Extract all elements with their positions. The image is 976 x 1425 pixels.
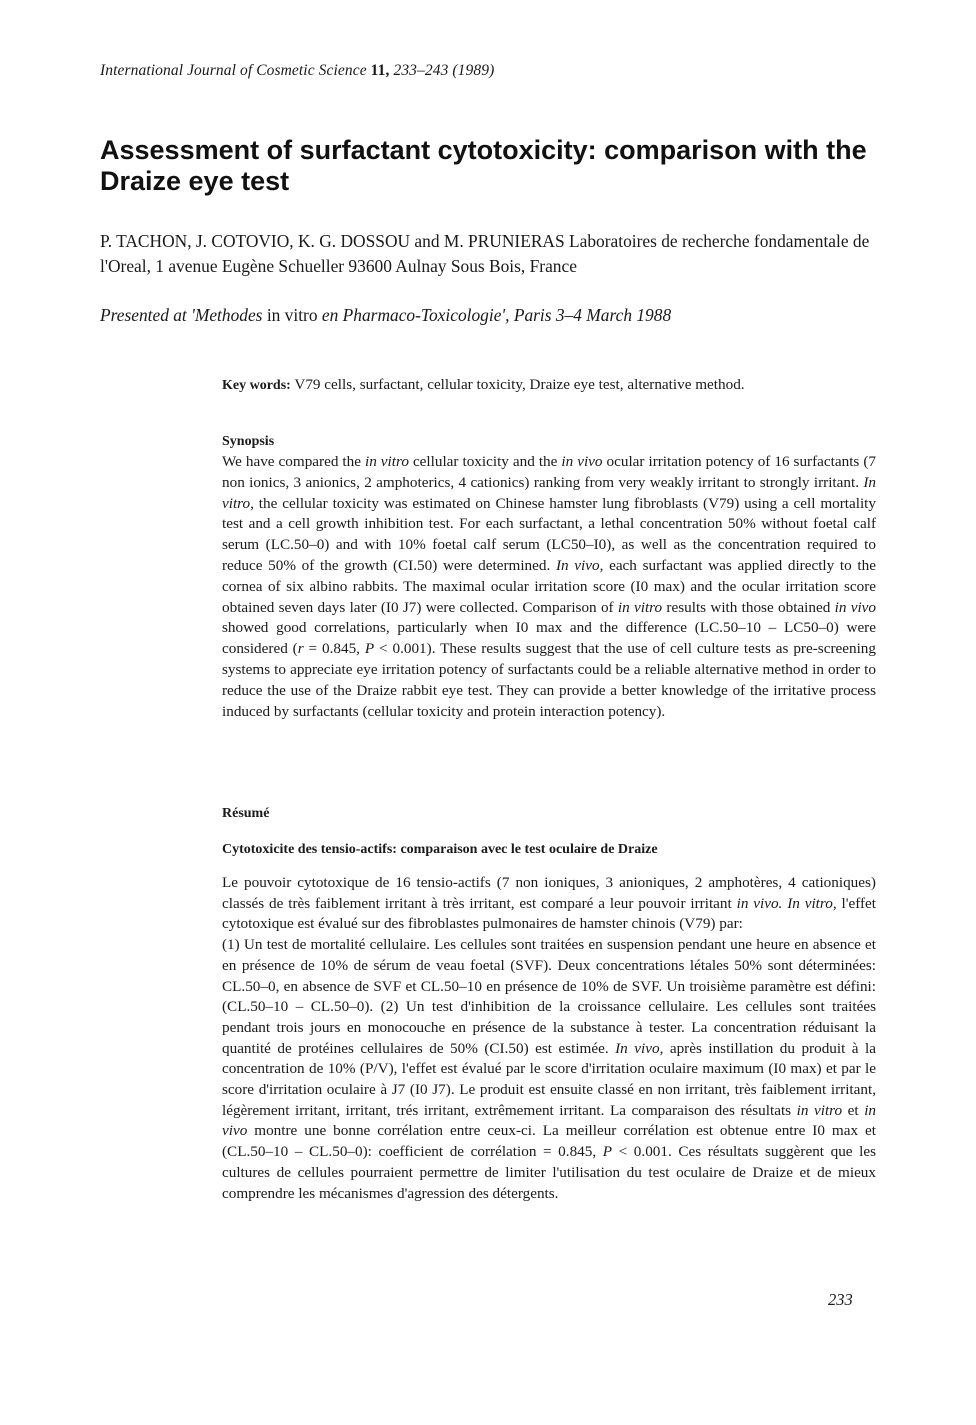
journal-name: International Journal of Cosmetic Science bbox=[100, 62, 367, 79]
presented-post: en Pharmaco-Toxicologie', Paris 3–4 March 1988 bbox=[321, 305, 672, 325]
italic-run: P bbox=[364, 640, 375, 658]
italic-run: r bbox=[297, 640, 304, 658]
synopsis-body bbox=[222, 452, 876, 722]
text-run: ocular irritation potency of 16 surfactants (7 non ionics, 3 anionics, 2 amphoterics, 4 cationics) ranking from very weakly irritant to strongly irritant. bbox=[222, 453, 876, 491]
text-run: (1) Un test de mortalité cellulaire. Les cellules sont traitées en suspension pendant une heure en absence et en présence de 10% de sérum de veau foetal (SVF). Deux concentrations létales 50% sont déterminées: CL.50–0, en absence de SVF et CL.50–10 en présence de 10% de SVF. Un troisième paramètre est défini: (CL.50–10 – CL.50–0). (2) Un test d'inhibition de la croissance cellulaire. Les cellules sont traitées pendant trois jours en monocouche en présence de la substance à tester. La concentration réduisant la quantité de protéines cellulaires de 50% (CI.50) est estimée. bbox=[222, 936, 876, 1057]
italic-run: in vivo bbox=[561, 453, 603, 470]
keywords bbox=[222, 376, 882, 394]
keywords-label: Key words: bbox=[222, 378, 291, 393]
italic-run: in vivo bbox=[222, 1101, 877, 1140]
italic-run: in vivo. In vitro bbox=[736, 894, 833, 912]
italic-run: In vivo bbox=[555, 556, 600, 574]
resume-heading: Résumé bbox=[222, 806, 270, 821]
keywords-text: V79 cells, surfactant, cellular toxicity, Draize eye test, alternative method. bbox=[294, 376, 745, 393]
presented-pre: Presented at 'Methodes bbox=[100, 305, 263, 325]
text-run: < 0.001). These results suggest that the use of cell culture tests as pre-screening systems to appreciate eye irritation potency of surfactants could be a reliable alternative method in order to reduce the use of the Draize rabbit eye test. They can provide a better knowledge of the irritative process induced by surfactants (cellular toxicity and protein interaction potency). bbox=[222, 640, 876, 720]
text-run: , après instillation du produit à la concentration de 10% (P/V), l'effet est évalué par le score d'irritation oculaire maximum (I0 max) et par le score d'irritation oculaire à J7 (I0 J7). Le produit est ensuite classé en non irritant, très faiblement irritant, légèrement irritant, irritant, trés irritant, extrêmement irritant. La comparaison des résultats bbox=[222, 1039, 876, 1119]
resume-body bbox=[222, 873, 876, 1204]
presented-at bbox=[100, 305, 900, 326]
text-run: cellular toxicity and the bbox=[408, 453, 562, 470]
italic-run: In vitro bbox=[222, 473, 876, 512]
page-number: 233 bbox=[828, 1290, 853, 1309]
journal-pages: 233–243 (1989) bbox=[393, 62, 495, 79]
authors-affiliation: P. TACHON, J. COTOVIO, K. G. DOSSOU and M. PRUNIERAS Laboratoires de recherche fondamentale de l'Oreal, 1 avenue Eugène Schueller 93600 Aulnay Sous Bois, France bbox=[100, 231, 870, 276]
italic-run: in vitro bbox=[364, 453, 409, 470]
text-run: We have compared the bbox=[222, 453, 365, 470]
text-run: montre une bonne corrélation entre ceux-ci. La meilleur corrélation est obtenue entre I0 max et (CL.50–10 – CL.50–0): coefficient de corrélation = 0.845, bbox=[222, 1122, 876, 1161]
italic-run: P bbox=[602, 1143, 613, 1161]
text-run: < 0.001. Ces résultats suggèrent que les cultures de cellules pourraient permettre de limiter l'utilisation du test oculaire de Draize et de mieux comprendre les mécanismes d'agression des détergents. bbox=[222, 1143, 876, 1202]
text-run: Le pouvoir cytotoxique de 16 tensio-actifs (7 non ioniques, 3 anioniques, 2 amphotères, 4 cationiques) classés de très faiblement irritant à très irritant, est comparé a leur pouvoir irritant bbox=[222, 874, 876, 912]
text-run: , the cellular toxicity was estimated on Chinese hamster lung fibroblasts (V79) using a cell mortality test and a cell growth inhibition test. For each surfactant, a lethal concentration 50% without foetal calf serum (LC.50–0) and with 10% foetal calf serum (LC50–I0), as well as the concentration required to reduce 50% of the growth (CI.50) were determined. bbox=[222, 494, 876, 574]
synopsis-heading: Synopsis bbox=[222, 434, 275, 449]
journal-volume: 11, bbox=[370, 62, 390, 79]
italic-run: in vitro bbox=[617, 598, 663, 616]
text-run: , each surfactant was applied directly to the cornea of six albino rabbits. The maximal ocular irritation score (I0 max) and the ocular irritation score obtained seven days later (I0 J7) were collected. Comparison of bbox=[222, 556, 876, 616]
italic-run: In vivo bbox=[615, 1039, 660, 1057]
text-run: showed good correlations, particularly when I0 max and the difference (LC.50–10 – LC50–0) were considered ( bbox=[222, 619, 876, 658]
article-title: Assessment of surfactant cytotoxicity: comparison with the Draize eye test bbox=[100, 135, 867, 196]
journal-citation bbox=[100, 62, 494, 80]
text-run: results with those obtained bbox=[662, 598, 835, 616]
italic-run: in vivo bbox=[834, 598, 876, 616]
resume-subheading: Cytotoxicite des tensio-actifs: comparaison avec le test oculaire de Draize bbox=[222, 842, 658, 857]
italic-run: in vitro bbox=[796, 1101, 843, 1119]
presented-mid: in vitro bbox=[266, 305, 318, 325]
text-run: = 0.845, bbox=[303, 640, 365, 658]
text-run: , l'effet cytotoxique est évalué sur des fibroblastes pulmonaires de hamster chinois (V79) par: bbox=[222, 894, 876, 933]
text-run: et bbox=[842, 1101, 865, 1119]
